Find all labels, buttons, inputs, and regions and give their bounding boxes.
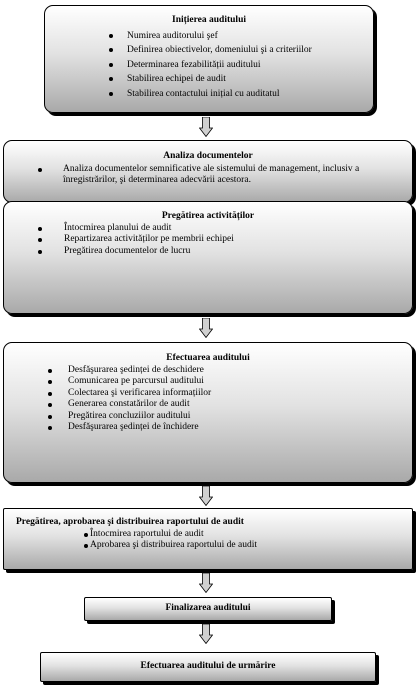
list-item: Generarea constatărilor de audit — [48, 399, 412, 411]
step-activity-preparation — [3, 201, 413, 314]
step-title: Efectuarea auditului — [166, 353, 250, 363]
bullet-icon — [48, 392, 52, 396]
bullet-icon — [48, 426, 52, 430]
bullet-icon — [48, 380, 52, 384]
step-title: Finalizarea auditului — [165, 603, 251, 614]
bullet-icon — [109, 77, 113, 81]
flow-arrow-6 — [199, 624, 213, 644]
flow-arrow-1 — [199, 117, 213, 137]
step-title: Efectuarea auditului de urmărire — [140, 661, 276, 672]
bullet-icon — [38, 238, 42, 242]
bullet-icon — [38, 227, 42, 231]
list-item: Pregătirea concluziilor auditului — [48, 411, 412, 423]
list-item: Comunicarea pe parcursul auditului — [48, 376, 412, 388]
list-item: Aprobarea şi distribuirea raportului de audit — [90, 540, 412, 552]
list-item: Determinarea fezabilității auditului — [109, 58, 373, 73]
bullet-icon — [38, 168, 42, 172]
list-item: Definirea obiectivelor, domeniului şi a criteriilor — [109, 43, 373, 58]
list-item: Stabilirea contactului inițial cu auditatul — [109, 87, 373, 102]
list-item: Desfăşurarea şedinței de deschidere — [48, 365, 412, 377]
flow-arrow-3 — [199, 318, 213, 338]
list-item: Colectarea şi verificarea informațiilor — [48, 388, 412, 400]
flow-arrow-4 — [199, 486, 213, 506]
list-item: Stabilirea echipei de audit — [109, 72, 373, 87]
list-item: Analiza documentelor semnificative ale sistemului de management, inclusiv a înregistrărilor, şi determinarea adecvării acestora. — [38, 164, 412, 187]
list-item: Întocmirea raportului de audit — [90, 529, 412, 541]
bullet-icon — [48, 369, 52, 373]
list-item: Repartizarea activităților pe membrii echipei — [38, 234, 412, 246]
step-audit-initiation — [44, 5, 374, 113]
step-document-review — [3, 140, 413, 203]
step-follow-up-audit — [40, 652, 376, 682]
step-title: Pregătirea activităților — [161, 211, 255, 221]
bullet-icon — [109, 48, 113, 52]
bullet-icon — [48, 415, 52, 419]
bullet-icon — [84, 533, 88, 537]
list-item: Pregătirea documentelor de lucru — [38, 246, 412, 258]
step-audit-execution — [3, 342, 413, 483]
list-item: Întocmirea planului de audit — [38, 223, 412, 235]
bullet-icon — [38, 250, 42, 254]
flow-arrow-5 — [199, 573, 213, 593]
step-title: Analiza documentelor — [163, 151, 253, 161]
bullet-icon — [109, 63, 113, 67]
step-audit-finalization — [84, 597, 332, 621]
list-item: Desfăşurarea şedinței de închidere — [48, 422, 412, 434]
step-title: Inițierea auditului — [172, 15, 246, 25]
bullet-icon — [84, 544, 88, 548]
list-item: Numirea auditorului şef — [109, 29, 373, 44]
bullet-icon — [109, 92, 113, 96]
step-audit-report — [3, 508, 413, 570]
step-title: Pregătirea, aprobarea şi distribuirea raportului de audit — [16, 517, 244, 527]
bullet-icon — [48, 403, 52, 407]
bullet-icon — [109, 34, 113, 38]
